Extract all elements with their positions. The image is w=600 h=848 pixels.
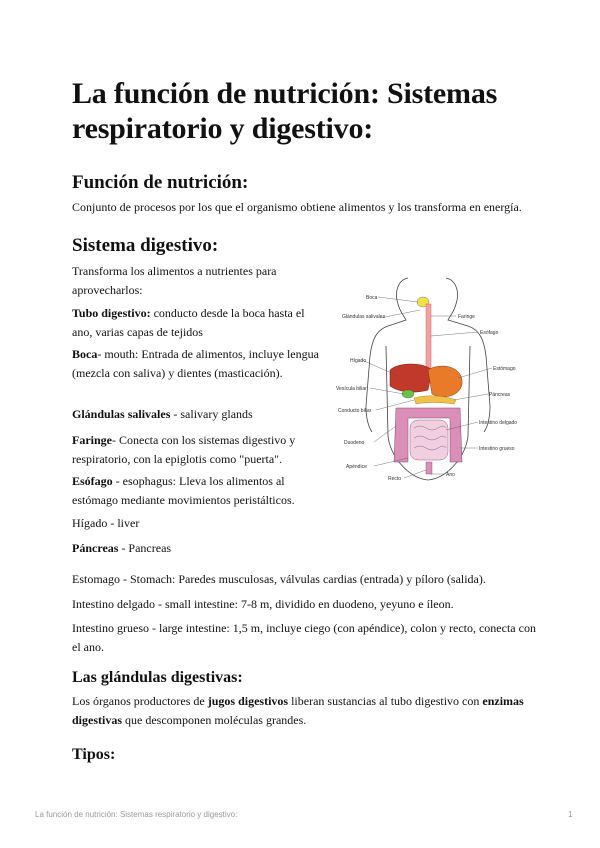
paragraph-estomago: Estomago - Stomach: Paredes musculosas, válvulas cardias (entrada) y píloro (salida). xyxy=(72,572,486,586)
paragraph-nutricion: Conjunto de procesos por los que el organismo obtiene alimentos y los transforma en energía. xyxy=(72,200,522,214)
item-pancreas: Páncreas - Pancreas xyxy=(72,541,172,555)
label-estomago: Estómago xyxy=(493,366,516,372)
paragraph-glandulas: Los órganos productores de jugos digestivos liberan sustancias al tubo digestivo con enzimas digestivas que descomponen moléculas grandes. xyxy=(72,694,524,727)
digestive-system-diagram xyxy=(328,266,528,486)
label-pancreas: Páncreas xyxy=(489,392,511,398)
label-ano: Ano xyxy=(446,472,455,478)
label-vesicula: Vesícula biliar xyxy=(336,386,367,392)
label-intestino-delgado: Intestino delgado xyxy=(479,420,518,426)
paragraph-intestino-grueso: Intestino grueso - large intestine: 1,5 m, incluye ciego (con apéndice), colon y recto, conecta con el ano. xyxy=(72,621,536,654)
stomach-shape xyxy=(428,366,462,397)
label-boca: Boca xyxy=(366,295,378,301)
item-higado: Hígado - liver xyxy=(72,516,140,530)
item-boca: Boca- mouth: Entrada de alimentos, incluye lengua (mezcla con saliva) y dientes (masticación). xyxy=(72,347,319,380)
heading-tipos: Tipos: xyxy=(72,746,116,763)
label-faringe: Faringe xyxy=(458,314,475,320)
label-duodeno: Duodeno xyxy=(344,440,365,446)
heading-funcion-nutricion: Función de nutrición: xyxy=(72,172,249,193)
label-esofago: Esófago xyxy=(480,330,499,336)
heading-glandulas-digestivas: Las glándulas digestivas: xyxy=(72,669,243,686)
page-title: La función de nutrición: Sistemas respiratorio y digestivo: xyxy=(72,77,498,145)
label-higado: Hígado xyxy=(350,358,367,364)
label-intestino-grueso: Intestino grueso xyxy=(479,446,515,452)
item-glandulas-salivales: Glándulas salivales - salivary glands xyxy=(72,407,253,421)
label-glandulas: Glándulas salivales xyxy=(342,314,386,320)
paragraph-intro: Transforma los alimentos a nutrientes para aprovecharlos: xyxy=(72,264,277,297)
label-recto: Recto xyxy=(388,476,402,482)
heading-sistema-digestivo: Sistema digestivo: xyxy=(72,235,219,256)
item-esofago: Esófago - esophagus: Lleva los alimentos al estómago mediante movimientos peristálticos. xyxy=(72,474,295,507)
liver-shape xyxy=(390,364,432,392)
page-footer: La función de nutrición: Sistemas respiratorio y digestivo: xyxy=(35,810,238,819)
label-apendice: Apéndice xyxy=(346,464,367,470)
paragraph-intestino-delgado: Intestino delgado - small intestine: 7-8 m, dividido en duodeno, yeyuno e íleon. xyxy=(72,597,454,611)
label-conducto: Conducto biliar xyxy=(338,408,372,414)
rectum-shape xyxy=(426,462,432,474)
item-faringe: Faringe- Conecta con los sistemas digestivo y respiratorio, con la epiglotis como "puerta". xyxy=(72,433,296,466)
pancreas-shape xyxy=(414,396,456,404)
page-number: 1 xyxy=(568,810,573,819)
item-tubo-digestivo: Tubo digestivo: conducto desde la boca hasta el ano, varias capas de tejidos xyxy=(72,306,305,339)
